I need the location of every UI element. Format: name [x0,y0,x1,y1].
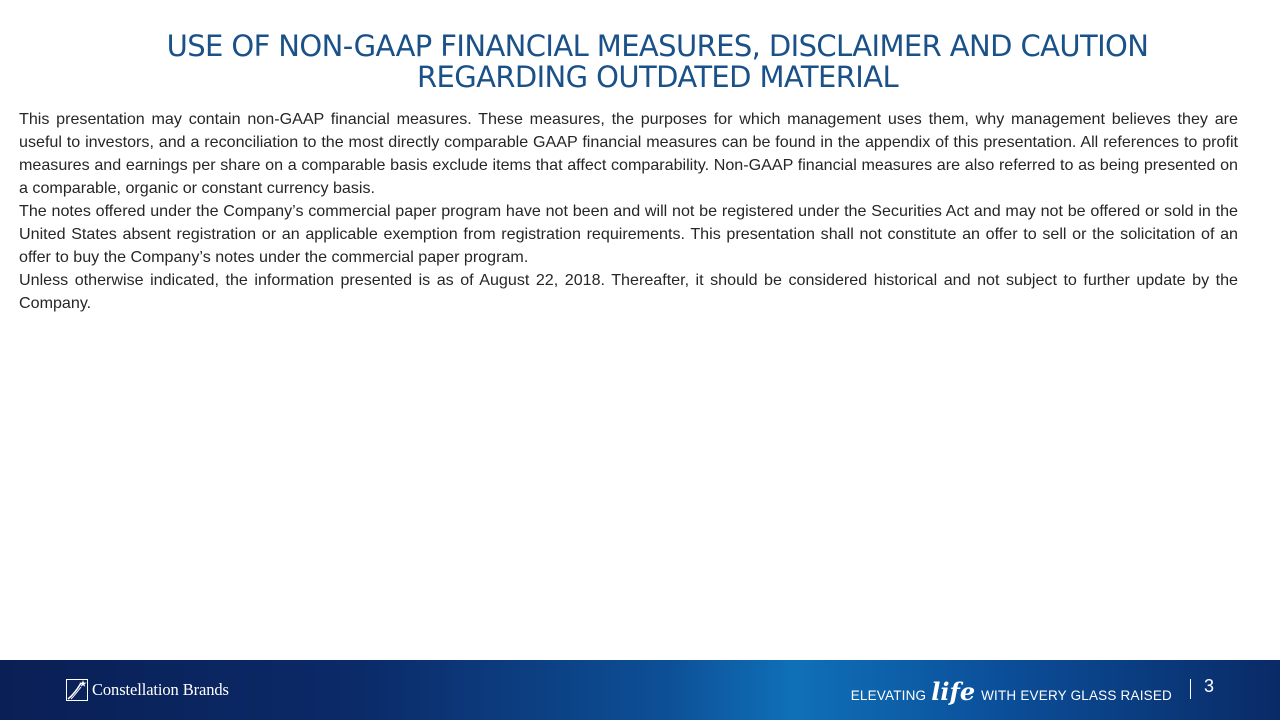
paragraph-commercial-paper: The notes offered under the Company’s commercial paper program have not been and will not be registered under the Securities Act and may not be offered or sold in the United States absent registration or an applicable exemption from registration requirements. This presentation shall not constitute an offer to sell or the solicitation of an offer to buy the Company’s notes under the commercial paper program. [19,202,1238,266]
disclaimer-body [19,108,1238,315]
company-logo [66,678,229,702]
slide-title [60,31,1255,93]
tagline-suffix: WITH EVERY GLASS RAISED [981,688,1172,703]
brand-tagline [851,677,1172,705]
slide-title-line-1: USE OF NON-GAAP FINANCIAL MEASURES, DISCLAIMER AND CAUTION [166,29,1149,63]
brand-name: Constellation Brands [92,680,229,699]
footer-bar [0,660,1280,720]
page-number: 3 [1204,676,1215,696]
tagline-script-word: life [931,677,976,706]
paragraph-outdated-material: Unless otherwise indicated, the information presented is as of August 22, 2018. Thereafter, it should be considered historical and not subject to further update by the Company. [19,271,1238,312]
tagline-prefix: ELEVATING [850,688,927,703]
page-number-divider [1190,679,1191,699]
slide-title-line-2: REGARDING OUTDATED MATERIAL [416,60,899,94]
constellation-star-icon [66,679,88,701]
paragraph-non-gaap: This presentation may contain non-GAAP financial measures. These measures, the purposes for which management uses them, why management believes they are useful to investors, and a reconciliation to the most directly comparable GAAP financial measures can be found in the appendix of this presentation. All references to profit measures and earnings per share on a comparable basis exclude items that affect comparability. Non-GAAP financial measures are also referred to as being presented on a comparable, organic or constant currency basis. [19,110,1238,197]
